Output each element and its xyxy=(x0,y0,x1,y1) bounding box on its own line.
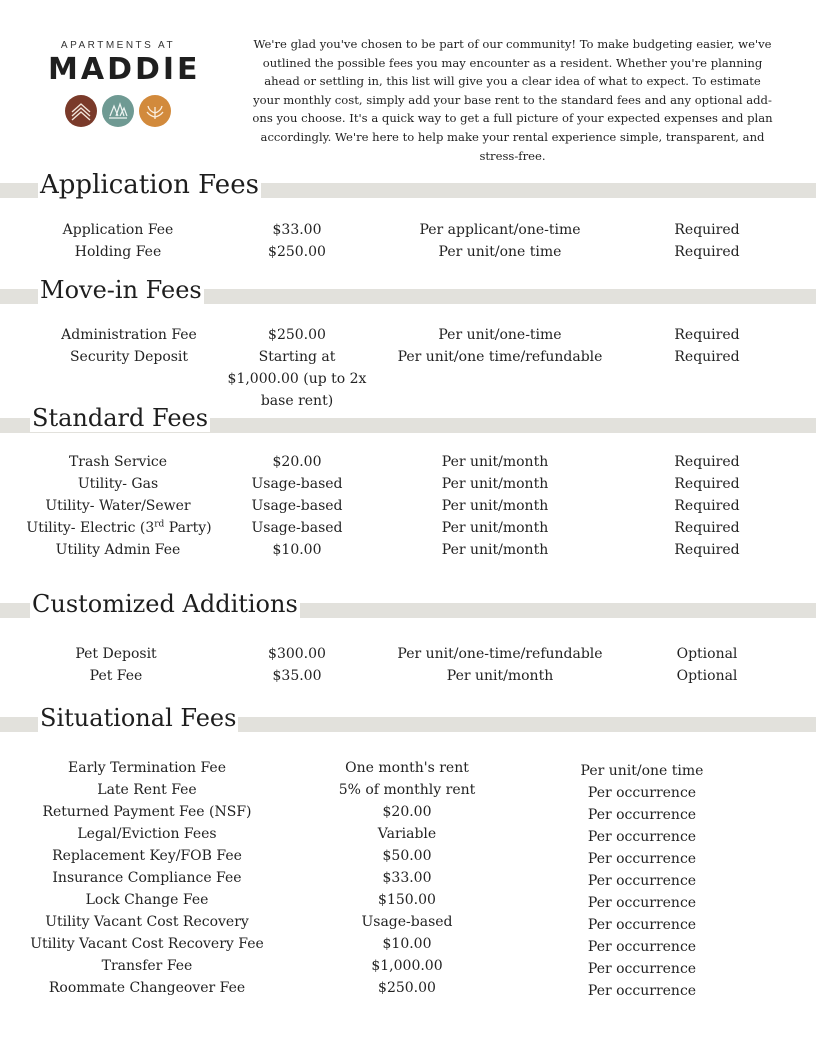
section-title-move-in: Move-in Fees xyxy=(40,276,202,304)
fee-status: Optional xyxy=(676,646,738,662)
fee-amount: 5% of monthly rent xyxy=(338,782,476,798)
fee-amount: $300.00 xyxy=(268,646,326,662)
fee-amount: $10.00 xyxy=(382,936,432,952)
table-row xyxy=(0,911,816,933)
section-title-situational: Situational Fees xyxy=(40,704,237,732)
fee-frequency: Per unit/month xyxy=(441,476,549,492)
fee-frequency: Per unit/month xyxy=(441,498,549,514)
fee-amount: $50.00 xyxy=(382,848,432,864)
fee-name: Security Deposit xyxy=(69,349,189,365)
table-row xyxy=(0,823,816,845)
fee-name: Utility- Gas xyxy=(77,476,159,492)
fee-frequency: Per occurrence xyxy=(587,939,697,955)
fee-name: Insurance Compliance Fee xyxy=(52,870,242,886)
fee-frequency: Per occurrence xyxy=(587,983,697,999)
fee-amount: Variable xyxy=(377,826,437,842)
table-row xyxy=(0,665,816,687)
fee-frequency: Per unit/month xyxy=(441,454,549,470)
fee-name: Early Termination Fee xyxy=(68,760,226,776)
fee-name: Trash Service xyxy=(68,454,168,470)
fee-status: Required xyxy=(674,542,740,558)
plant-badge-icon xyxy=(139,95,171,127)
fee-frequency: Per occurrence xyxy=(587,961,697,977)
fee-name: Transfer Fee xyxy=(101,958,193,974)
fee-frequency: Per unit/one-time xyxy=(438,327,562,343)
table-row xyxy=(0,539,816,561)
fee-name: Pet Deposit xyxy=(75,646,157,662)
fee-frequency: Per occurrence xyxy=(587,873,697,889)
fee-name: Late Rent Fee xyxy=(97,782,197,798)
fee-amount: $20.00 xyxy=(382,804,432,820)
tree-badge-icon xyxy=(102,95,134,127)
fee-status: Required xyxy=(674,244,740,260)
fee-amount: $250.00 xyxy=(268,244,326,260)
fee-amount: $1,000.00 xyxy=(371,958,443,974)
fee-name: Utility Admin Fee xyxy=(55,542,181,558)
fee-amount: $10.00 xyxy=(272,542,322,558)
table-row xyxy=(0,889,816,911)
table-row xyxy=(0,779,816,801)
section-title-customized: Customized Additions xyxy=(32,590,298,618)
section-title-application: Application Fees xyxy=(40,170,259,200)
table-row xyxy=(0,977,816,999)
table-row xyxy=(0,955,816,977)
fee-amount: $250.00 xyxy=(268,327,326,343)
fee-amount: Usage-based xyxy=(361,914,453,930)
fee-amount: $150.00 xyxy=(378,892,436,908)
fee-status: Required xyxy=(674,327,740,343)
fee-amount: Starting at $1,000.00 (up to 2x base rent) xyxy=(227,349,367,409)
fee-frequency: Per unit/month xyxy=(446,668,554,684)
fee-status: Required xyxy=(674,222,740,238)
section-title-standard: Standard Fees xyxy=(32,404,209,432)
table-row xyxy=(0,867,816,889)
fee-frequency: Per occurrence xyxy=(587,785,697,801)
intro-paragraph: We're glad you've chosen to be part of our community! To make budgeting easier, we've outlined the possible fees you may encounter as a resident. Whether you're planning ahead or settling in, this list will give you a clear idea of what to expect. To estimate your monthly cost, simply add your base rent to the standard fees and any optional add-ons you choose. It's a quick way to get a full picture of your expected expenses and plan accordingly. We're here to help make your rental experience simple, transparent, and stress-free. xyxy=(252,37,773,163)
fee-name: Utility Vacant Cost Recovery Fee xyxy=(30,936,264,952)
fee-name: Utility Vacant Cost Recovery xyxy=(45,914,249,930)
fee-status: Required xyxy=(674,349,740,365)
fee-frequency: Per unit/one-time/refundable xyxy=(397,646,603,662)
fee-frequency: Per unit/one time xyxy=(438,244,562,260)
table-row xyxy=(0,643,816,665)
fee-frequency: Per applicant/one-time xyxy=(419,222,581,238)
table-row xyxy=(0,933,816,955)
fee-name: Lock Change Fee xyxy=(85,892,209,908)
logo-badges xyxy=(48,95,188,127)
fee-amount: $35.00 xyxy=(272,668,322,684)
table-row xyxy=(0,473,816,495)
table-row xyxy=(0,845,816,867)
fee-status: Required xyxy=(674,520,740,536)
table-row xyxy=(0,495,816,517)
fee-name: Utility- Electric (3rd Party) xyxy=(26,519,212,536)
fee-name: Replacement Key/FOB Fee xyxy=(52,848,242,864)
fee-frequency: Per unit/month xyxy=(441,542,549,558)
fee-amount: Usage-based xyxy=(251,498,343,514)
fee-status: Required xyxy=(674,454,740,470)
fee-name: Utility- Water/Sewer xyxy=(45,498,191,514)
fee-name: Pet Fee xyxy=(89,668,143,684)
table-row xyxy=(0,517,816,539)
fee-frequency: Per occurrence xyxy=(587,895,697,911)
fee-frequency: Per occurrence xyxy=(587,917,697,933)
table-row xyxy=(0,324,816,346)
fee-frequency: Per unit/one time/refundable xyxy=(397,349,603,365)
fee-amount: $250.00 xyxy=(378,980,436,996)
fee-status: Required xyxy=(674,498,740,514)
table-row xyxy=(0,451,816,473)
fee-amount: Usage-based xyxy=(251,476,343,492)
table-row xyxy=(0,801,816,823)
fee-frequency: Per occurrence xyxy=(587,851,697,867)
fee-status: Optional xyxy=(676,668,738,684)
fee-name: Holding Fee xyxy=(74,244,162,260)
fee-frequency: Per unit/month xyxy=(441,520,549,536)
fee-name: Returned Payment Fee (NSF) xyxy=(42,804,252,820)
logo-top-text: APARTMENTS AT xyxy=(60,40,176,51)
logo xyxy=(48,40,201,127)
table-row xyxy=(0,757,816,779)
chevron-badge-icon xyxy=(65,95,97,127)
fee-name: Legal/Eviction Fees xyxy=(77,826,217,842)
table-row xyxy=(0,219,816,241)
fee-name: Application Fee xyxy=(62,222,174,238)
logo-name: MADDIE xyxy=(48,52,201,87)
fee-status: Required xyxy=(674,476,740,492)
fee-amount: $33.00 xyxy=(272,222,322,238)
fee-name: Roommate Changeover Fee xyxy=(48,980,246,996)
fee-frequency: Per occurrence xyxy=(587,807,697,823)
fee-frequency: Per occurrence xyxy=(587,829,697,845)
fee-frequency: Per unit/one time xyxy=(580,763,704,779)
fee-amount: $20.00 xyxy=(272,454,322,470)
fee-amount: Usage-based xyxy=(251,520,343,536)
table-row xyxy=(0,346,816,409)
fee-name: Administration Fee xyxy=(61,327,197,343)
fee-amount: $33.00 xyxy=(382,870,432,886)
fee-amount: One month's rent xyxy=(345,760,469,776)
table-row xyxy=(0,241,816,263)
